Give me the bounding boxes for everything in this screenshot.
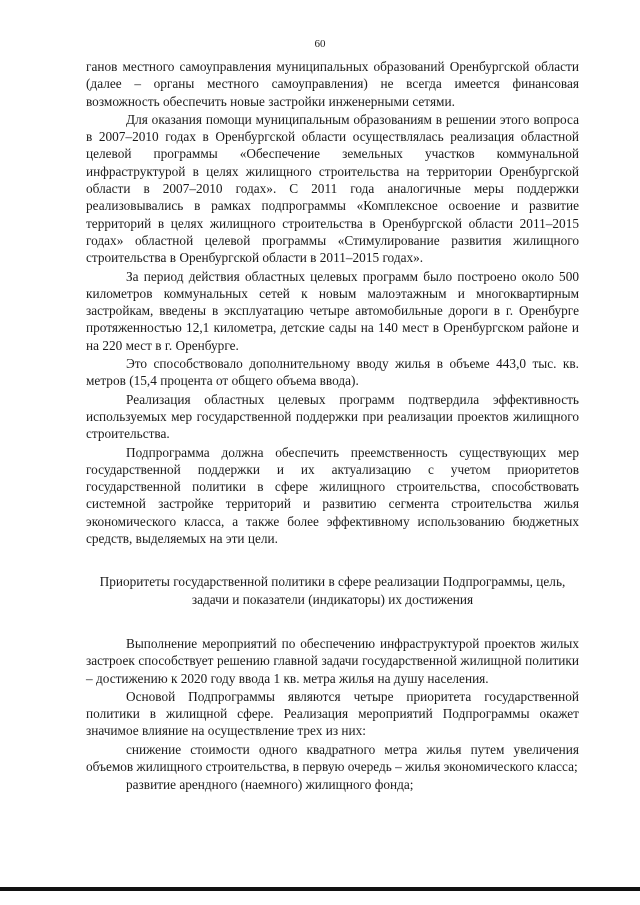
- page-number: 60: [314, 38, 326, 50]
- document-body: [86, 58, 579, 794]
- section-heading: Приоритеты государственной политики в сфере реализации Подпрограммы, цель, задачи и показатели (индикаторы) их достижения: [99, 574, 566, 607]
- paragraph: Реализация областных целевых программ подтвердила эффективность используемых мер государственной поддержки при реализации проектов жилищного строительства.: [86, 391, 579, 442]
- list-item: снижение стоимости одного квадратного метра жилья путем увеличения объемов жилищного строительства, в первую очередь – жилья экономического класса;: [86, 741, 579, 774]
- footer-rule: [0, 887, 640, 891]
- paragraph: ганов местного самоуправления муниципальных образований Оренбургской области (далее – органы местного самоуправления) не всегда имеется финансовая возможность обеспечить новые застройки инженерными сетями.: [86, 59, 579, 109]
- paragraph: Выполнение мероприятий по обеспечению инфраструктурой проектов жилых застроек способствует решению главной задачи государственной жилищной политики – достижению к 2020 году ввода 1 кв. метра жилья на душу населения.: [86, 635, 579, 686]
- list-item: развитие арендного (наемного) жилищного фонда;: [126, 777, 414, 793]
- paragraph: Подпрограмма должна обеспечить преемственность существующих мер государственной поддержки и их актуализацию с учетом приоритетов государственной политики в сфере жилищного строительства, способствовать системной застройке территорий и развитию сегмента строительства жилья экономического класса, а также более эффективному использованию бюджетных средств, выделяемых на эти цели.: [86, 444, 579, 547]
- paragraph: Основой Подпрограммы являются четыре приоритета государственной политики в жилищной сфере. Реализация мероприятий Подпрограммы окажет значимое влияние на осуществление трех из них:: [86, 688, 579, 739]
- paragraph: Для оказания помощи муниципальным образованиям в решении этого вопроса в 2007–2010 годах в Оренбургской области осуществлялась реализация областной целевой программы «Обеспечение земельных участков коммунальной инфраструктурой в целях жилищного строительства на территории Оренбургской области в 2007–2010 годах». С 2011 года аналогичные меры поддержки реализовывались в рамках подпрограммы «Комплексное освоение и развитие территорий в целях жилищного строительства в Оренбургской области 2011–2015 годах» областной целевой программы «Стимулирование развития жилищного строительства в Оренбургской области в 2011–2015 годах».: [86, 111, 579, 266]
- paragraph: Это способствовало дополнительному вводу жилья в объеме 443,0 тыс. кв. метров (15,4 процента от общего объема ввода).: [86, 356, 579, 389]
- paragraph: За период действия областных целевых программ было построено около 500 километров коммунальных сетей к новым малоэтажным и многоквартирным застройкам, введены в эксплуатацию четыре автомобильные дороги в г. Оренбурге протяженностью 12,1 километра, детские сады на 140 мест в Оренбургском районе и на 220 мест в г. Оренбурге.: [86, 268, 579, 353]
